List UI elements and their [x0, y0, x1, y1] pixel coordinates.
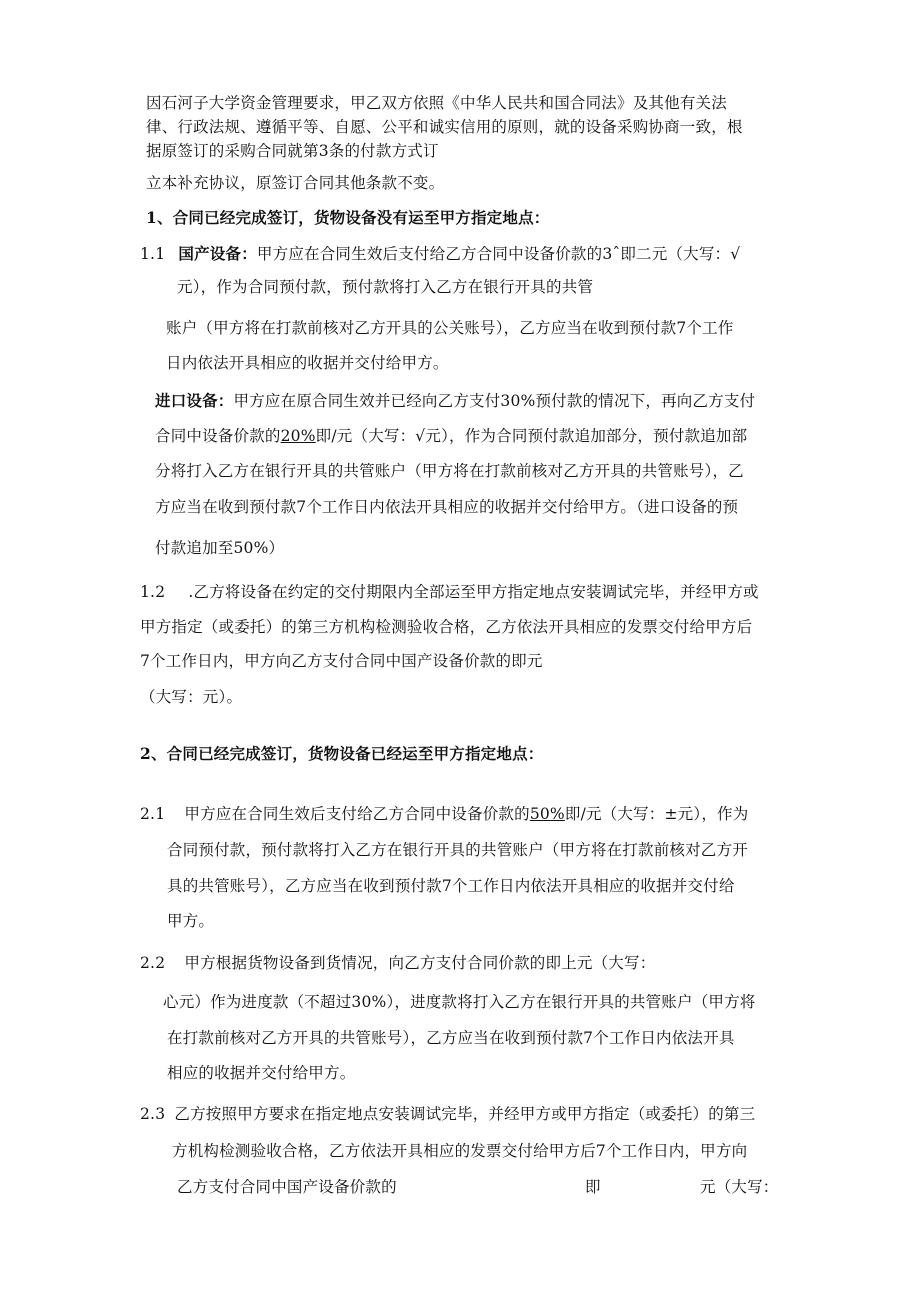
clause-2-1-line-1 — [140, 804, 748, 824]
clause-1-2-line-2: 甲方指定（或委托）的第三方机构检测验收合格，乙方依法开具相应的发票交付给甲方后 — [140, 618, 753, 636]
clause-1-2-line-1 — [140, 582, 759, 602]
import-line-2 — [155, 426, 747, 446]
clause-text: 即/元（大写：±元），作为 — [564, 805, 749, 823]
clause-2-1-line-4: 甲方。 — [167, 912, 215, 930]
clause-2-3-line-2: 方机构检测验收合格，乙方依法开具相应的发票交付给甲方后7个工作日内，甲方向 — [172, 1142, 748, 1160]
clause-1-1-line-1 — [140, 244, 740, 264]
import-line-3: 分将打入乙方在银行开具的共管账户（甲方将在打款前核对乙方开具的共管账号），乙 — [155, 462, 744, 480]
import-percent: 20% — [280, 427, 316, 445]
import-line-1 — [155, 391, 755, 411]
clause-number: 1.1 — [140, 245, 166, 263]
clause-text: 甲方应在合同生效后支付给乙方合同中设备价款的3ˆ即二元（大写：√ — [256, 245, 741, 263]
clause-percent: 50% — [529, 805, 565, 823]
clause-2-1-line-2: 合同预付款，预付款将打入乙方在银行开具的共管账户（甲方将在打款前核对乙方开 — [167, 841, 748, 859]
clause-1-2-line-3: 7个工作日内，甲方向乙方支付合同中国产设备价款的即元 — [140, 652, 543, 670]
clause-1-1-line-2: 元），作为合同预付款，预付款将打入乙方在银行开具的共管 — [177, 278, 594, 296]
clause-2-2-line-1 — [140, 953, 655, 973]
clause-2-2-line-3: 在打款前核对乙方开具的共管账号），乙方应当在收到预付款7个工作日内依法开具 — [167, 1029, 735, 1047]
import-line-4: 方应当在收到预付款7个工作日内依法开具相应的收据并交付给甲方。（进口设备的预 — [155, 498, 739, 516]
clause-2-3-line-1 — [140, 1104, 755, 1124]
clause-2-3-line-3c: 元（大写： — [700, 1178, 779, 1196]
import-text: 合同中设备价款的 — [155, 427, 281, 445]
clause-number: 1.2 — [140, 583, 166, 601]
domestic-label: 国产设备： — [178, 244, 257, 263]
intro-line-1: 因石河子大学资金管理要求，甲乙双方依照《中华人民共和国合同法》及其他有关法 — [146, 94, 727, 112]
clause-2-1-line-3: 具的共管账号），乙方应当在收到预付款7个工作日内依法开具相应的收据并交付给 — [167, 877, 735, 895]
clause-1-2-line-4: （大写：元）。 — [140, 688, 243, 706]
import-text: 即/元（大写：√元），作为合同预付款追加部分，预付款追加部 — [315, 427, 748, 445]
clause-number: 2.2 — [140, 954, 166, 972]
clause-2-2-line-4: 相应的收据并交付给甲方。 — [167, 1064, 356, 1082]
section-1-heading: 1、合同已经完成签订，货物设备没有运至甲方指定地点： — [146, 208, 550, 227]
clause-text: 乙方按照甲方要求在指定地点安装调试完毕，并经甲方或甲方指定（或委托）的第三 — [174, 1105, 756, 1123]
import-line-5: 付款追加至50%） — [155, 539, 285, 557]
clause-text: 甲方应在合同生效后支付给乙方合同中设备价款的 — [184, 805, 530, 823]
import-text: 甲方应在原合同生效并已经向乙方支付30%预付款的情况下，再向乙方支付 — [233, 392, 756, 410]
intro-line-2: 律、行政法规、遵循平等、自愿、公平和诚实信用的原则，就的设备采购协商一致，根 — [146, 118, 743, 136]
clause-2-2-line-2: 心元）作为进度款（不超过30%），进度款将打入乙方在银行开具的共管账户（甲方将 — [163, 993, 756, 1011]
clause-number: 2.3 — [140, 1105, 166, 1123]
clause-2-3-line-3b: 即 — [585, 1178, 601, 1196]
intro-line-3: 据原签订的采购合同就第3条的付款方式订 — [146, 142, 439, 160]
clause-1-1-line-3: 账户（甲方将在打款前核对乙方开具的公关账号），乙方应当在收到预付款7个工作 — [166, 319, 734, 337]
clause-2-3-line-3a: 乙方支付合同中国产设备价款的 — [177, 1178, 397, 1196]
section-2-heading: 2、合同已经完成签订，货物设备已经运至甲方指定地点： — [140, 744, 544, 763]
clause-text: .乙方将设备在约定的交付期限内全部运至甲方指定地点安装调试完毕，并经甲方或 — [188, 583, 759, 601]
clause-1-1-line-4: 日内依法开具相应的收据并交付给甲方。 — [166, 354, 449, 372]
clause-number: 2.1 — [140, 805, 166, 823]
import-label: 进口设备： — [155, 391, 234, 410]
clause-text: 甲方根据货物设备到货情况，向乙方支付合同价款的即上元（大写： — [184, 954, 656, 972]
intro-line-4: 立本补充协议，原签订合同其他条款不变。 — [146, 174, 445, 192]
